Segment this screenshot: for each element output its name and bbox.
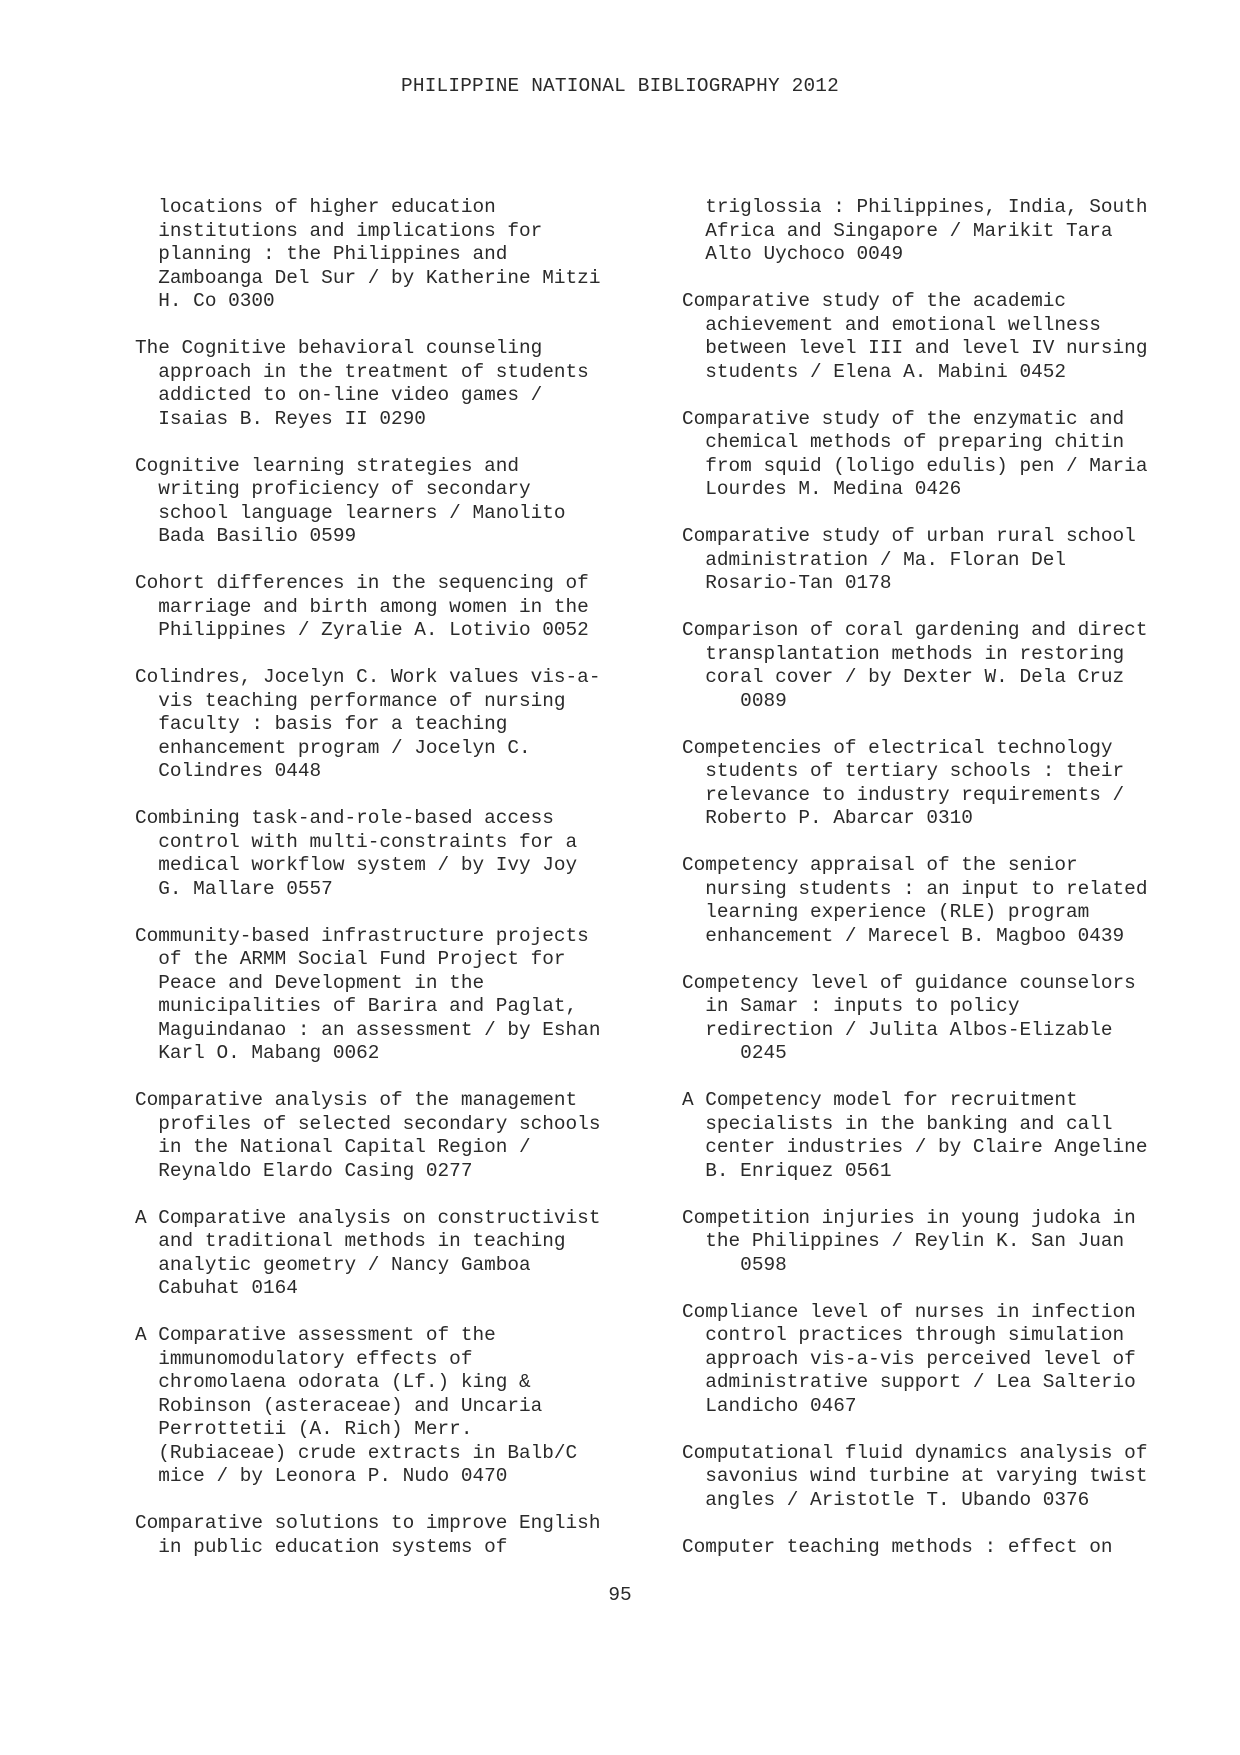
bibliography-entry: Community-based infrastructure projects of the ARMM Social Fund Project for Peace and Development in the municipalities of Barira and Paglat, Maguindanao : an assessment / by Eshan Karl O. Mabang 0062 — [135, 924, 601, 1064]
bibliography-entry: A Comparative assessment of the immunomodulatory effects of chromolaena odorata (Lf.) king & Robinson (asteraceae) and Uncaria Perrottetii (A. Rich) Merr. (Rubiaceae) crude extracts in Balb/C mice / by Leonora P. Nudo 0470 — [135, 1324, 578, 1487]
bibliography-entry: Cognitive learning strategies and writing proficiency of secondary school language learners / Manolito Bada Basilio 0599 — [135, 454, 566, 547]
bibliography-entry: Colindres, Jocelyn C. Work values vis-a- vis teaching performance of nursing faculty : basis for a teaching enhancement program / Jocelyn C. Colindres 0448 — [135, 666, 601, 782]
bibliography-entry: Combining task-and-role-based access control with multi-constraints for a medical workflow system / by Ivy Joy G. Mallare 0557 — [135, 807, 578, 900]
bibliography-entry: Comparative analysis of the management profiles of selected secondary schools in the National Capital Region / Reynaldo Elardo Casing 0277 — [135, 1089, 601, 1182]
bibliography-entry: Comparison of coral gardening and direct transplantation methods in restoring coral cover / by Dexter W. Dela Cruz 0089 — [682, 619, 1148, 712]
right-column — [682, 196, 1212, 1583]
page-header-title: PHILIPPINE NATIONAL BIBLIOGRAPHY 2012 — [401, 75, 839, 97]
page-number: 95 — [608, 1584, 632, 1606]
bibliography-entry: Competency appraisal of the senior nursing students : an input to related learning experience (RLE) program enhancement / Marecel B. Magboo 0439 — [682, 854, 1148, 947]
bibliography-entry: Comparative study of urban rural school administration / Ma. Floran Del Rosario-Tan 0178 — [682, 525, 1136, 594]
bibliography-entry: Competency level of guidance counselors in Samar : inputs to policy redirection / Julita Albos-Elizable 0245 — [682, 971, 1136, 1064]
bibliography-entry: Computer teaching methods : effect on — [682, 1535, 1113, 1558]
bibliography-entry: Comparative study of the enzymatic and chemical methods of preparing chitin from squid (loligo edulis) pen / Maria Lourdes M. Medina 0426 — [682, 407, 1148, 500]
bibliography-entry: A Comparative analysis on constructivist and traditional methods in teaching analytic geometry / Nancy Gamboa Cabuhat 0164 — [135, 1206, 601, 1299]
bibliography-entry: Competition injuries in young judoka in the Philippines / Reylin K. San Juan 0598 — [682, 1206, 1136, 1276]
bibliography-entry: locations of higher education institutions and implications for planning : the Philippines and Zamboanga Del Sur / by Katherine Mitzi H. Co 0300 — [158, 196, 601, 312]
bibliography-entry: Competencies of electrical technology students of tertiary schools : their relevance to industry requirements / Roberto P. Abarcar 0310 — [682, 736, 1125, 829]
bibliography-entry: Comparative study of the academic achievement and emotional wellness between level III and level IV nursing students / Elena A. Mabini 0452 — [682, 290, 1148, 383]
bibliography-entry: The Cognitive behavioral counseling approach in the treatment of students addicted to on-line video games / Isaias B. Reyes II 0290 — [135, 337, 589, 430]
bibliography-entry: Compliance level of nurses in infection control practices through simulation approach vis-a-vis perceived level of administrative support / Lea Salterio Landicho 0467 — [682, 1300, 1136, 1417]
bibliography-entry: triglossia : Philippines, India, South Africa and Singapore / Marikit Tara Alto Uychoco 0049 — [705, 196, 1148, 265]
bibliography-entry: A Competency model for recruitment specialists in the banking and call center industries / by Claire Angeline B. Enriquez 0561 — [682, 1089, 1148, 1182]
bibliography-entry: Computational fluid dynamics analysis of savonius wind turbine at varying twist angles / Aristotle T. Ubando 0376 — [682, 1441, 1148, 1511]
left-column — [135, 196, 665, 1583]
bibliography-entry: Cohort differences in the sequencing of marriage and birth among women in the Philippines / Zyralie A. Lotivio 0052 — [135, 572, 589, 641]
bibliography-entry: Comparative solutions to improve English in public education systems of — [135, 1512, 601, 1558]
